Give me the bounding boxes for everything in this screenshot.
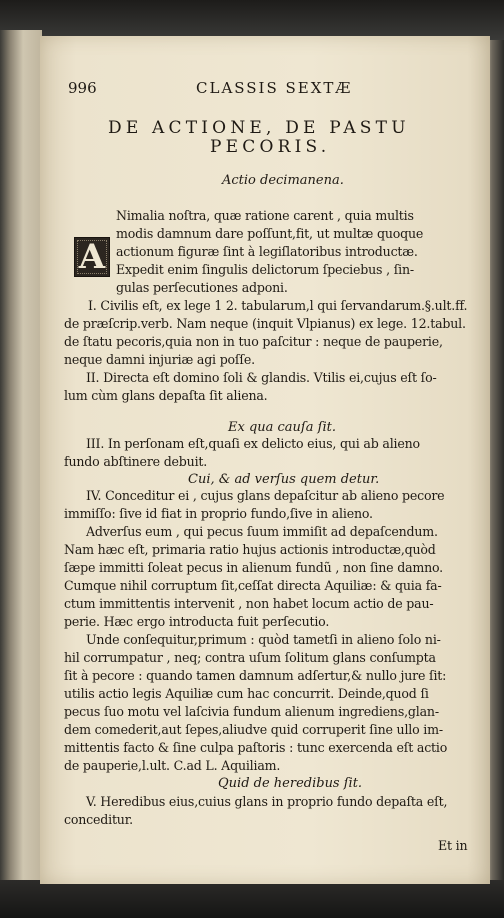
initial-letter: A [78,237,106,277]
text-line: neque damni injuriæ agi poſſe. [64,352,255,367]
text-line: immiſſo: ſive id fiat in proprio fundo,ſive in alieno. [64,506,373,521]
subheading-heredibus: Quid de heredibus ſit. [218,776,363,791]
text-line: Expedit enim ſingulis delictorum ſpeciebus , ſin- [116,262,414,277]
running-header: CLASSIS SEXTÆ [196,79,353,97]
text-line: II. Directa eſt domino ſoli & glandis. Vtilis ei,cujus eſt ſo- [86,370,437,385]
dark-background-top [0,0,504,40]
text-line: Cumque nihil corruptum ſit,ceſſat directa Aquiliæ: & quia fa- [64,578,442,593]
book-page [40,36,490,884]
text-line: I. Civilis eſt, ex lege 1 2. tabularum,l qui ſervandarum.§.ult.ff. [88,298,468,313]
text-line: utilis actio legis Aquiliæ cum hac concurrit. Deinde,quod ſi [64,686,429,701]
text-line: Nimalia noſtra, quæ ratione carent , quia multis [116,208,414,223]
text-line: Nam hæc eſt, primaria ratio hujus actionis introductæ,quòd [64,542,436,557]
text-line: ſit à pecore : quando tamen damnum adſertur,& nullo jure ſit: [64,668,447,683]
page-number: 996 [68,79,97,97]
text-line: perie. Hæc ergo introducta fuit perſecutio. [64,614,330,629]
text-line: fundo abſtinere debuit. [64,454,208,469]
text-line: Unde conſequitur,primum : quòd tametſi in alieno ſolo ni- [86,632,441,647]
text-line: dem comederit,aut ſepes,aliudve quid corruperit ſine ullo im- [64,722,443,737]
subheading-ex-qua-causa: Ex qua cauſa ſit. [228,420,336,435]
text-line: modis damnum dare poſſunt,fit, ut multæ quoque [116,226,424,241]
text-line: de præſcrip.verb. Nam neque (inquit Vlpianus) ex lege. 12.tabul. [64,316,466,331]
text-line: mittentis facto & ſine culpa paſtoris : tunc exercenda eſt actio [64,740,448,755]
text-line: ſæpe immitti ſoleat pecus in alienum fundũ , non ſine damno. [64,560,443,575]
text-line: de pauperie,l.ult. C.ad L. Aquiliam. [64,758,281,773]
decorated-initial-a [74,237,110,277]
dark-background-bottom [0,880,504,918]
text-line: IV. Conceditur ei , cujus glans depaſcitur ab alieno pecore [86,488,445,503]
subheading-actio: Actio decimanena. [222,173,344,188]
initial-ornament [77,237,107,277]
text-line: ctum immittentis intervenit , non habet locum actio de pau- [64,596,434,611]
text-line: hil corrumpatur , neq; contra uſum ſolitum glans conſumpta [64,650,436,665]
catchword: Et in [438,838,468,853]
section-title-line-1: DE ACTIONE, DE PASTU [108,118,410,138]
text-line: III. In perſonam eſt,quaſi ex delicto eius, qui ab alieno [86,436,420,451]
text-line: Adverſus eum , qui pecus ſuum immiſit ad depaſcendum. [86,524,438,539]
subheading-cui-adversus: Cui, & ad verſus quem detur. [188,472,380,487]
book-gutter-left [0,30,42,890]
text-line: V. Heredibus eius,cuius glans in proprio fundo depaſta eſt, [86,794,448,809]
text-line: pecus ſuo motu vel laſcivia fundum alienum ingrediens,glan- [64,704,439,719]
section-title-line-2: PECORIS. [210,137,331,157]
text-line: actionum figuræ ſint à legiſlatoribus introductæ. [116,244,418,259]
text-line: gulas perſecutiones adponi. [116,280,288,295]
text-line: lum cùm glans depaſta ſit aliena. [64,388,268,403]
text-line: de ſtatu pecoris,quia non in tuo paſcitur : neque de pauperie, [64,334,443,349]
text-line: conceditur. [64,812,133,827]
